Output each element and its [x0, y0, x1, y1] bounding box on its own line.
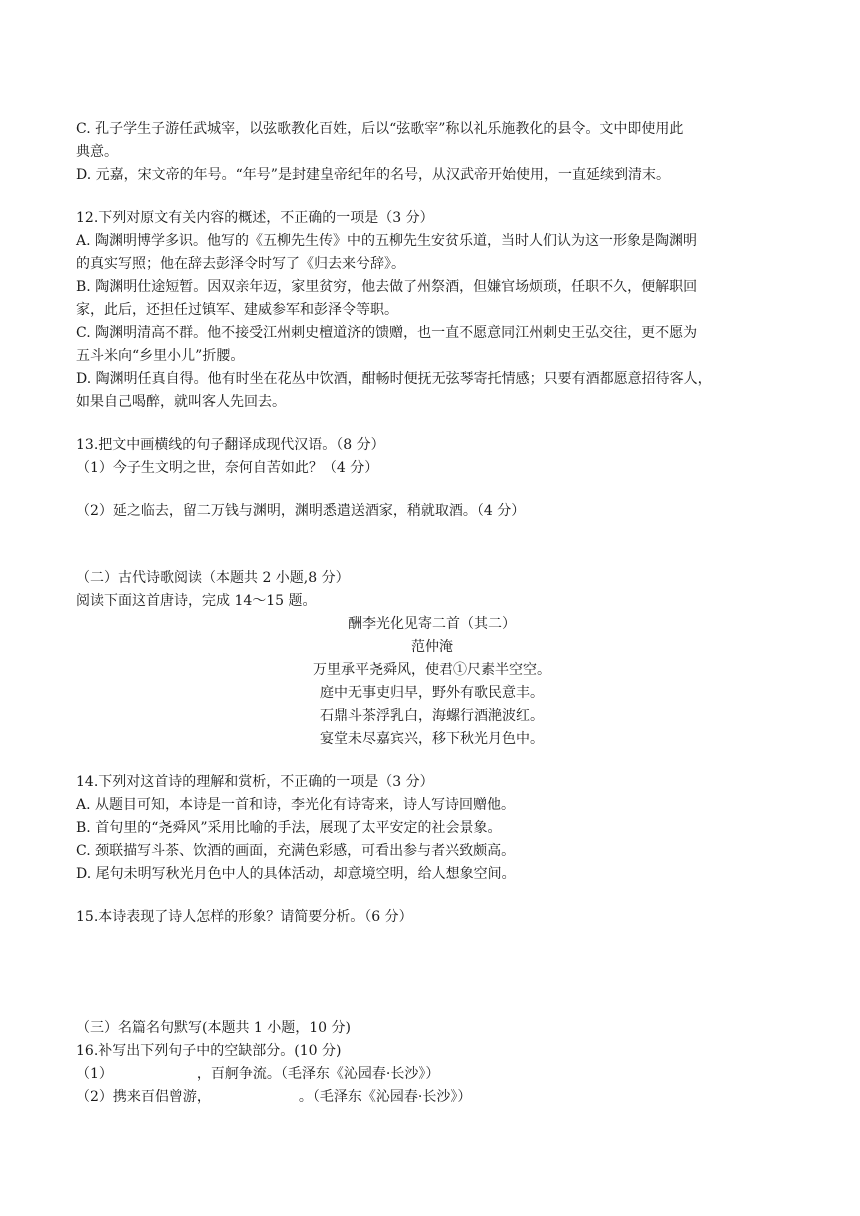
q16-sub1-number: （1） — [76, 1066, 113, 1082]
q12-option-d-line1: D. 陶渊明任真自得。他有时坐在花丛中饮酒，酣畅时便抚无弦琴寄托情感；只要有酒都愿意招待客人， — [76, 371, 712, 387]
section3-heading: （三）名篇名句默写(本题共 1 小题，10 分) — [76, 1020, 351, 1036]
q14-option-a: A. 从题目可知，本诗是一首和诗，李光化有诗寄来，诗人写诗回赠他。 — [76, 797, 516, 813]
q13-stem: 13.把文中画横线的句子翻译成现代汉语。（8 分） — [76, 437, 385, 453]
q14-option-d: D. 尾句未明写秋光月色中人的具体活动，却意境空明，给人想象空间。 — [76, 866, 516, 882]
question-11-options — [76, 118, 788, 187]
question-13 — [76, 434, 788, 523]
q14-option-b: B. 首句里的“尧舜风”采用比喻的手法，展现了太平安定的社会景象。 — [76, 820, 502, 836]
question-14 — [76, 771, 788, 886]
poem-line: 石鼎斗茶浮乳白，海螺行酒滟波红。 — [320, 708, 544, 724]
q13-sub1: （1）今子生文明之世，奈何自苦如此？（4 分） — [76, 460, 379, 476]
q14-stem: 14.下列对这首诗的理解和赏析，不正确的一项是（3 分） — [76, 774, 434, 790]
q11-option-c-line2: 典意。 — [76, 144, 118, 160]
q16-sub2 — [76, 1086, 788, 1109]
poem-line: 宴堂未尽嘉宾兴，移下秋光月色中。 — [320, 731, 544, 747]
q11-option-c-line1: C. 孔子学生子游任武城宰，以弦歌教化百姓，后以“弦歌宰”称以礼乐施教化的县令。文中即使用此 — [76, 121, 684, 137]
poem-body — [76, 659, 788, 751]
poem-title: 酬李光化见寄二首（其二） — [348, 616, 516, 632]
q12-option-a-line1: A. 陶渊明博学多识。他写的《五柳先生传》中的五柳先生安贫乐道，当时人们认为这一形象是陶渊明 — [76, 233, 698, 249]
q16-sub2-source: 。（毛泽东《沁园春·长沙》） — [298, 1089, 472, 1105]
section-recitation — [76, 1017, 788, 1040]
q16-stem: 16.补写出下列句子中的空缺部分。(10 分) — [76, 1043, 342, 1059]
question-12 — [76, 207, 788, 414]
poem-author: 范仲淹 — [411, 639, 453, 655]
q15-stem: 15.本诗表现了诗人怎样的形象？请简要分析。（6 分） — [76, 909, 413, 925]
section2-instruction: 阅读下面这首唐诗，完成 14～15 题。 — [76, 593, 317, 609]
exam-page — [76, 118, 788, 1109]
section-poetry-reading — [76, 567, 788, 751]
q11-option-d: D. 元嘉，宋文帝的年号。“年号”是封建皇帝纪年的名号，从汉武帝开始使用，一直延续到清末。 — [76, 167, 670, 183]
question-16 — [76, 1040, 788, 1109]
q12-option-b-line1: B. 陶渊明仕途短暂。因双亲年迈，家里贫穷，他去做了州祭酒，但嫌官场烦琐，任职不久，便解职回 — [76, 279, 698, 295]
poem-line: 庭中无事吏归早，野外有歌民意丰。 — [320, 685, 544, 701]
q12-option-b-line2: 家，此后，还担任过镇军、建威参军和彭泽令等职。 — [76, 302, 398, 318]
q12-option-c-line1: C. 陶渊明清高不群。他不接受江州刺史檀道济的馈赠，也一直不愿意同江州刺史王弘交往，更不愿为 — [76, 325, 698, 341]
q12-option-d-line2: 如果自己喝醉，就叫客人先回去。 — [76, 394, 286, 410]
q12-stem: 12.下列对原文有关内容的概述，不正确的一项是（3 分） — [76, 210, 434, 226]
q12-option-a-line2: 的真实写照；他在辞去彭泽令时写了《归去来兮辞》。 — [76, 256, 405, 272]
q16-sub2-text: （2）携来百侣曾游， — [76, 1089, 211, 1105]
q12-option-c-line2: 五斗米向“乡里小儿”折腰。 — [76, 348, 245, 364]
poem-line: 万里承平尧舜风，使君①尺素半空空。 — [313, 662, 551, 678]
q16-sub1 — [76, 1063, 788, 1086]
section2-heading: （二）古代诗歌阅读（本题共 2 小题,8 分） — [76, 570, 350, 586]
question-15 — [76, 906, 788, 929]
q13-sub2: （2）延之临去，留二万钱与渊明，渊明悉遣送酒家，稍就取酒。（4 分） — [76, 503, 526, 519]
q14-option-c: C. 颈联描写斗茶、饮酒的画面，充满色彩感，可看出参与者兴致颇高。 — [76, 843, 516, 859]
q16-sub1-text: ，百舸争流。（毛泽东《沁园春·长沙》） — [196, 1066, 440, 1082]
